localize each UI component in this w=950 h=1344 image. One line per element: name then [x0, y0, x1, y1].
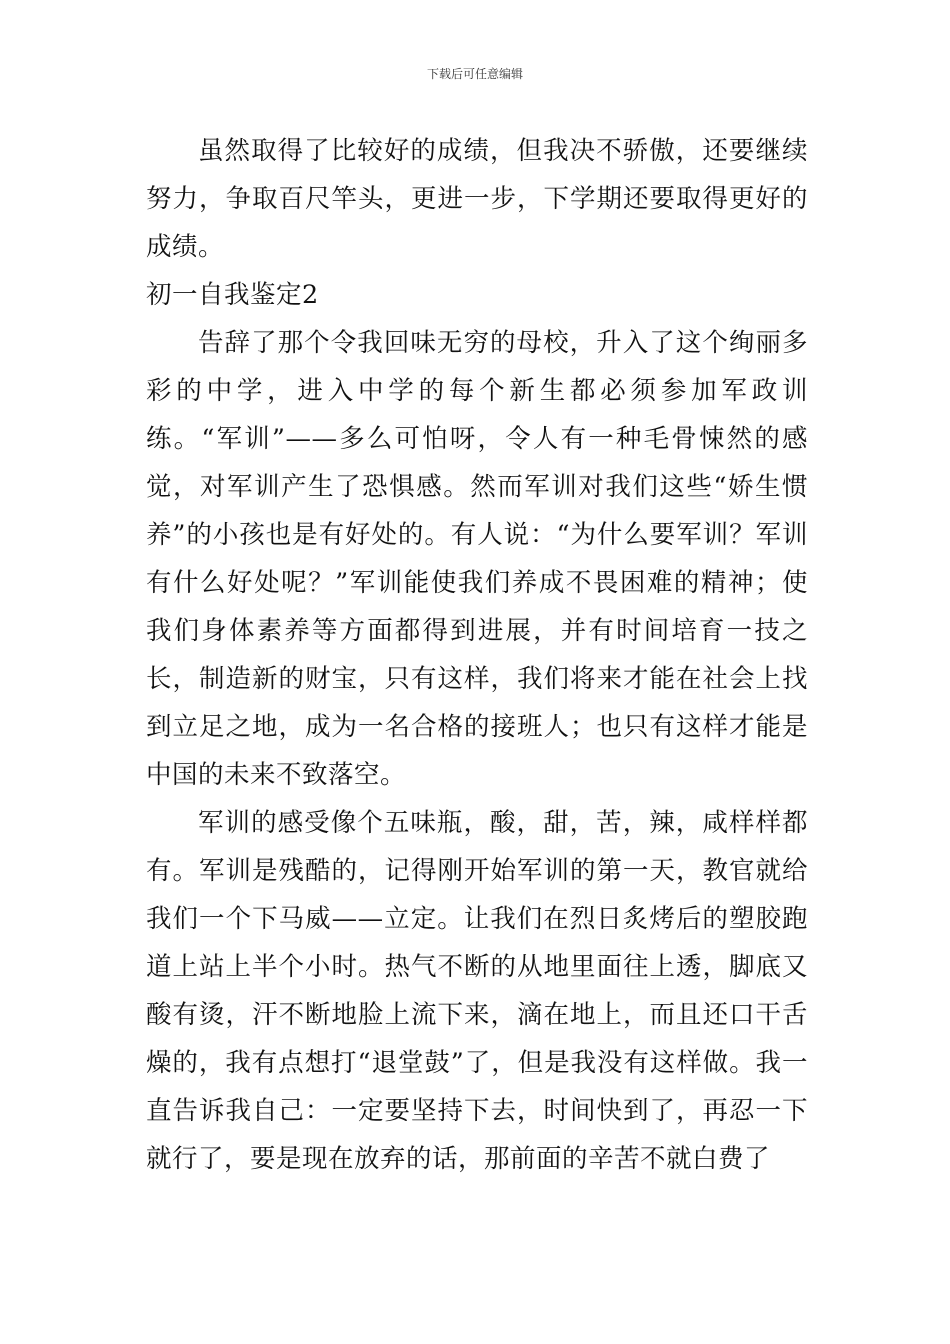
page-header: 下载后可任意编辑 [426, 67, 523, 81]
document-body [146, 127, 808, 1183]
paragraph: 告辞了那个令我回味无穷的母校，升入了这个绚丽多彩的中学，进入中学的每个新生都必须参加军政训练。“军训”——多么可怕呀，令人有一种毛骨悚然的感觉，对军训产生了恐惧感。然而军训对我们这些“娇生惯养”的小孩也是有好处的。有人说：“为什么要军训？军训有什么好处呢？”军训能使我们养成不畏困难的精神；使我们身体素养等方面都得到进展，并有时间培育一技之长，制造新的财宝，只有这样，我们将来才能在社会上找到立足之地，成为一名合格的接班人；也只有这样才能是中国的未来不致落空。 [146, 328, 808, 790]
paragraph: 虽然取得了比较好的成绩，但我决不骄傲，还要继续努力，争取百尺竿头，更进一步，下学期还要取得更好的成绩。 [146, 136, 808, 262]
section-heading: 初一自我鉴定2 [146, 280, 319, 310]
paragraph: 军训的感受像个五味瓶，酸，甜，苦，辣，咸样样都有。军训是残酷的，记得刚开始军训的第一天，教官就给我们一个下马威——立定。让我们在烈日炙烤后的塑胶跑道上站上半个小时。热气不断的从地里面往上透，脚底又酸有烫，汗不断地脸上流下来，滴在地上，而且还口干舌燥的，我有点想打“退堂鼓”了，但是我没有这样做。我一直告诉我自己：一定要坚持下去，时间快到了，再忍一下就行了，要是现在放弃的话，那前面的辛苦不就白费了 [146, 808, 808, 1174]
